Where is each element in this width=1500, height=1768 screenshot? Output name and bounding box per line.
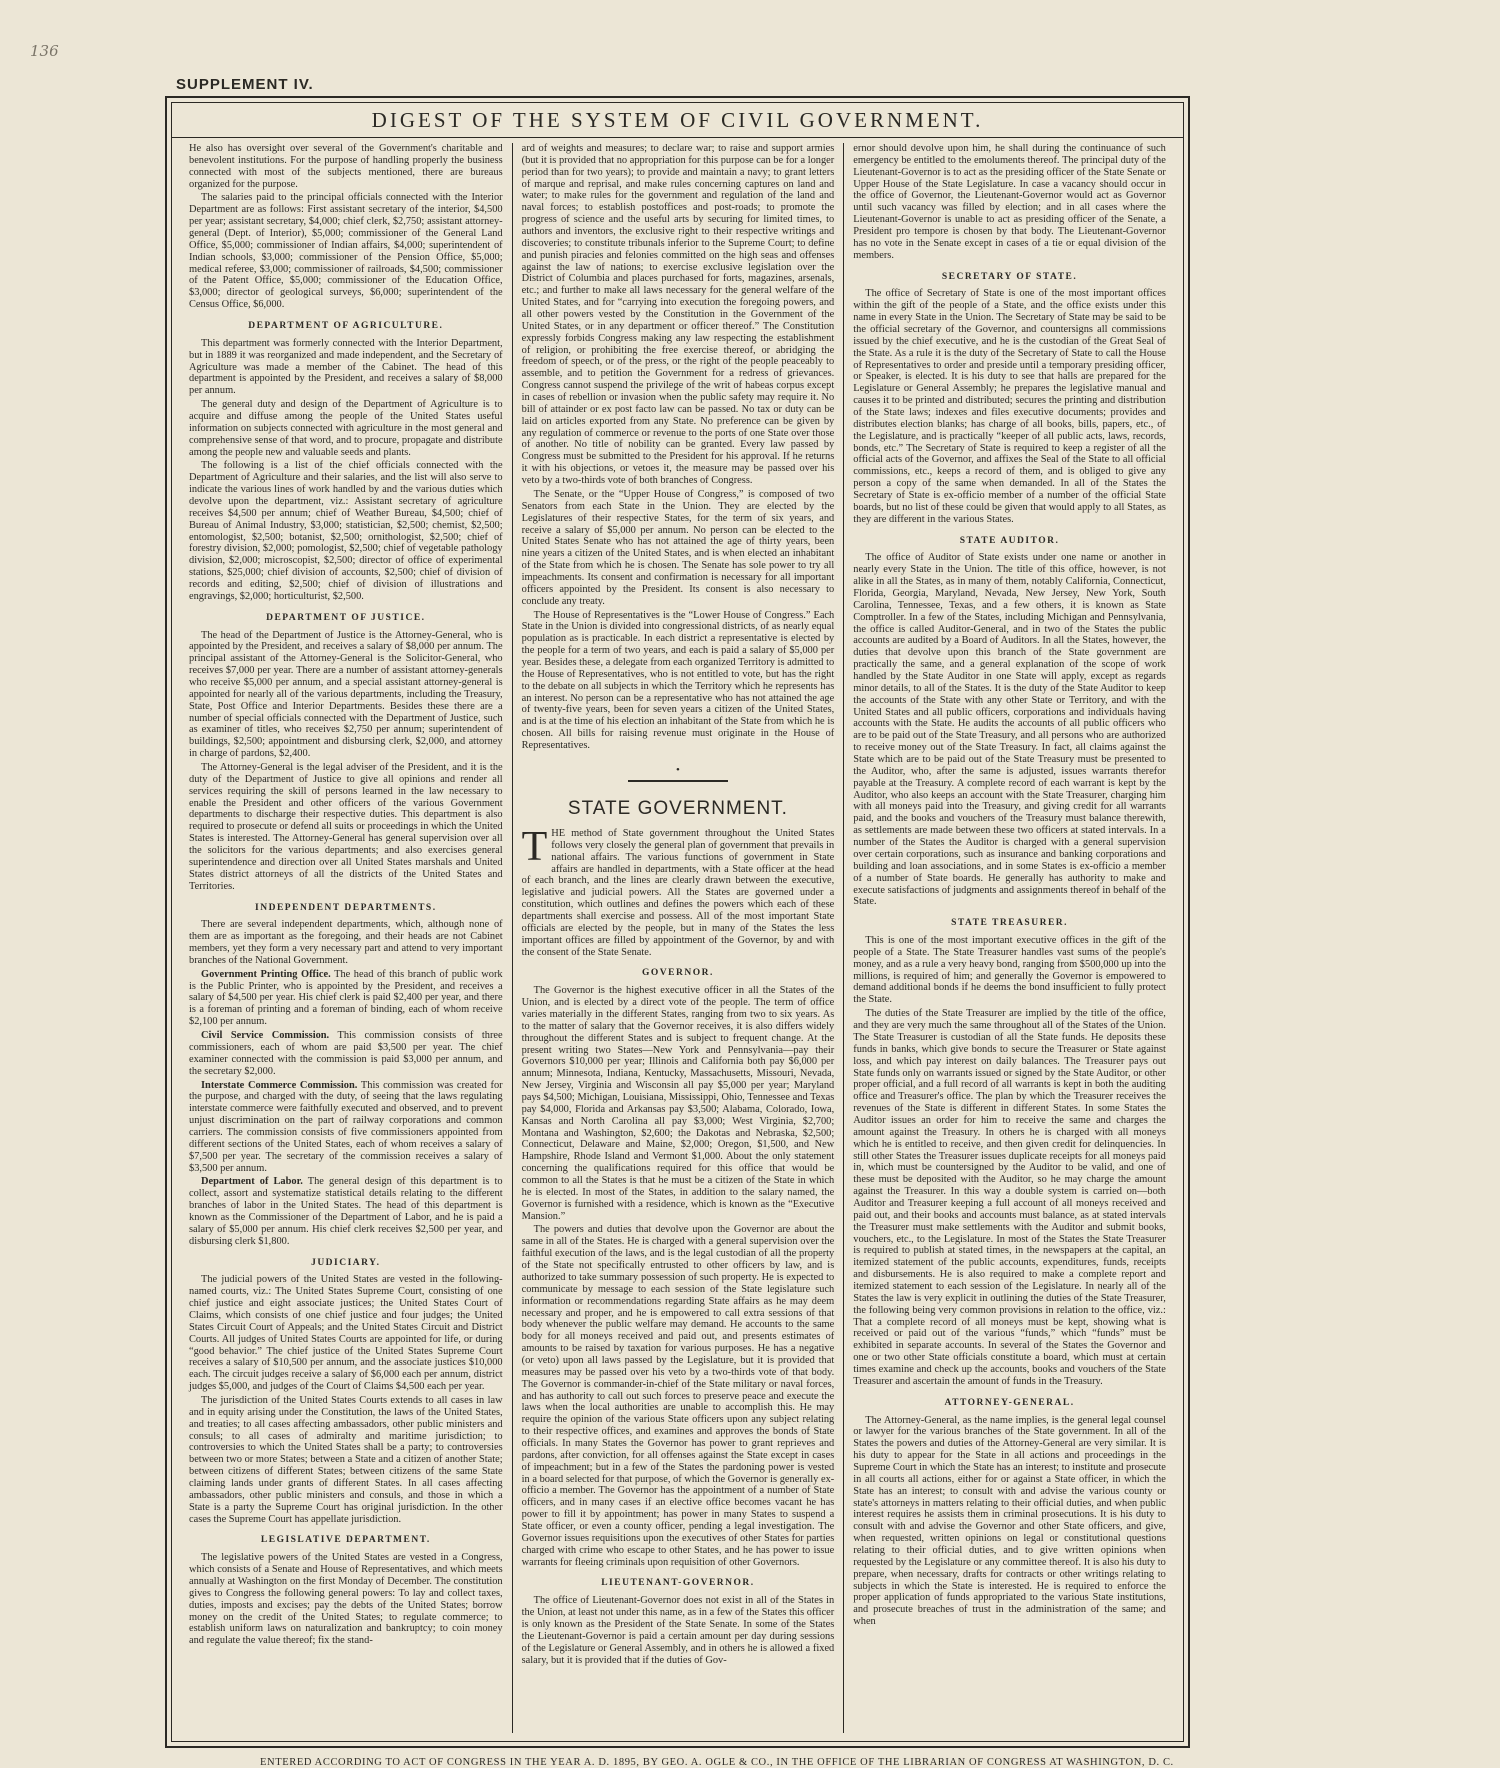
paragraph-text: The general design of this department is to collect, assort and systematize statistical details relating to the different branches of labor in the United States. The head of this department is known as the Commissioner of the Department of Labor, and he is paid a salary of $5,000 per annum. His chief clerk receives $2,500 per year, and disbursing clerk $1,800. [189,1176,503,1247]
paragraph: The office of Secretary of State is one of the most important offices within the gift of the people of a State, and the office exists under this name in every State in the Union. The Secretary of State may be said to be the official secretary of the Governor, and countersigns all commissions issued by the chief executive, and he is the custodian of the Great Seal of the State. As a rule it is the duty of the Secretary of State to call the House of Representatives to order and preside until a temporary presiding officer, or Speaker, is elected. It is his duty to see that halls are prepared for the Legislature or General Assembly; he prepares the legislative manual and causes it to be printed and distributed; secures the printing and distribution of the State laws; indexes and files executive documents; provides and distributes election blanks; has charge of all books, bills, papers, etc., of the Legislature, and is practically “keeper of all public acts, laws, records, bonds, etc.” The Secretary of State is required to keep a register of all the official acts of the Governor, and affixes the Seal of the State to all official commissions, etc., keeps a record of them, and is obliged to give any person a copy of the same when demanded. In all of the States the Secretary of State is ex-officio member of a number of the official State boards, but no list of these could be given that would apply to all States, as they are different in the various States. [853,288,1166,525]
run-in-heading: Government Printing Office. [201,968,331,980]
paragraph: The judicial powers of the United States are vested in the following-named courts, viz.: The United States Supreme Court, consisting of one chief justice and eight associate justices; the United States Court of Claims, which consists of one chief justice and four judges; the United States Circuit Court of Appeals; and the United States Circuit and District Courts. All judges of United States Courts are appointed for life, or during “good behavior.” The chief justice of the United States Supreme Court receives a salary of $10,500 per annum, and the associate justices $10,000 each. The circuit judges receive a salary of $6,000 each per annum, district judges $5,000, and judges of the Court of Claims $4,500 each per year. [189,1274,503,1393]
section-heading-governor: GOVERNOR. [642,968,714,979]
header-bar [172,103,1183,138]
paragraph [189,969,503,1028]
paragraph [189,1030,503,1077]
paragraph: This department was formerly connected with the Interior Department, but in 1889 it was reorganized and made independent, and the Secretary of Agriculture was made a member of the Cabinet. The head of this department is appointed by the President, and receives a salary of $8,000 per annum. [189,337,503,397]
paragraph: ernor should devolve upon him, he shall during the continuance of such emergency be entitled to the emoluments thereof. The principal duty of the Lieutenant-Governor is to act as the presiding officer of the State Senate or Upper House of the State Legislature. In case a vacancy should occur in the office of Governor, the Lieutenant-Governor would act as Governor until such vacancy was filled by election; and in all cases where the Lieutenant-Governor is unable to act as presiding officer of the Senate, a President pro tempore is chosen by that body. The Lieutenant-Governor has no vote in the Senate except in cases of a tie or equal division of the members. [853,143,1166,261]
paragraph: The general duty and design of the Department of Agriculture is to acquire and diffuse among the people of the United States useful information on subjects connected with agriculture in the most general and comprehensive sense of that word, and to procure, propagate and distribute among the people new and valuable seeds and plants. [189,399,503,458]
run-in-heading: Department of Labor. [201,1176,303,1188]
paragraph: The Senate, or the “Upper House of Congress,” is composed of two Senators from each State in the Union. They are elected by the Legislatures of their respective States, for the term of six years, and receive a salary of $5,000 per annum. No person can be elected to the United States Senate who has not attained the age of thirty years, been nine years a citizen of the United States, and is when elected an inhabitant of the State from which he is chosen. The Senate has sole power to try all impeachments. Its consent and confirmation is necessary for all important officers appointed by the President. Its consent is also necessary to conclude any treaty. [521,488,835,607]
column-1 [180,143,512,1733]
page-frame [165,96,1190,1748]
paragraph-text: This commission consists of three commissioners, each of whom are paid $3,500 per year. The chief examiner connected with the commission is paid $3,000 per annum, and the secretary $2,000. [189,1030,503,1077]
paragraph: The salaries paid to the principal officials connected with the Interior Department are as follows: First assistant secretary of the interior, $4,500 per year; assistant secretary, $4,000; chief clerk, $2,750; assistant attorney-general (Dept. of Interior), $5,000; commissioner of the General Land Office, $5,000; commissioner of Indian affairs, $4,000; superintendent of Indian schools, $3,000; commissioner of the Pension Office, $5,000; medical referee, $3,000; commissioner of railroads, $4,500; commissioner of the Patent Office, $5,000; commissioner of the Education Office, $3,000; director of geological surveys, $6,000; superintendent of the Census Office, $6,000. [189,192,503,311]
paragraph: He also has oversight over several of the Government's charitable and benevolent institutions. For the purpose of handling properly the business connected with most of the subjects mentioned, there are bureaus organized for the purpose. [189,143,503,190]
paragraph: This is one of the most important executive offices in the gift of the people of a State. The State Treasurer handles vast sums of the people's money, and as a rule a very heavy bond, ranging from $500,000 up into the millions, is required of him; and generally the Governor is empowered to demand additional bonds if he deems the bond insufficient to fully protect the State. [853,935,1166,1006]
section-divider [628,780,728,782]
paragraph: The Governor is the highest executive officer in all the States of the Union, and is elected by a direct vote of the people. The term of office varies materially in the different States, ranging from two to six years. As to the matter of salary that the Governor receives, it is also differs widely throughout the different States and is subject to frequent change. At the present writing two States—New York and Pennsylvania—pay their Governors $10,000 per year; Illinois and California both pay $6,000 per annum; Minnesota, Indiana, Kentucky, Massachusetts, Missouri, Nevada, New Jersey, Virginia and Wisconsin all pay $5,000 per year; Maryland pays $4,500; Michigan, Louisiana, Mississippi, Ohio, Tennessee and Texas pay $4,000, Florida and Arkansas pay $3,500; Alabama, Colorado, Iowa, Kansas and North Carolina all pay $3,000; West Virginia, $2,700; Montana and Washington, $2,600; the Dakotas and Nebraska, $2,500; Connecticut, Delaware and Maine, $2,000; Oregon, $1,500, and New Hampshire, Rhode Island and Vermont $1,000. About the only statement concerning the qualifications required for this office that would be common to all the States is that he must be a citizen of the State in which he is elected. In most of the States, in addition to the salary named, the Governor is furnished with a residence, which is known as the “Executive Mansion.” [521,985,835,1222]
paragraph: The head of the Department of Justice is the Attorney-General, who is appointed by the President, and receives a salary of $8,000 per annum. The principal assistant of the Attorney-General is the Solicitor-General, who receives $7,000 per year. There are a number of assistant attorney-generals who receive $5,000 per annum, and a special assistant attorney-general is appointed for nearly all of the various departments, including the Treasury, State, Post Office and Interior Departments. Besides these there are a number of special officials connected with the Department of Justice, such as examiner of titles, who receives $2,750 per annum; superintendent of buildings, $2,500; appointment and disbursing clerk, $2,000, and attorney in charge of pardons, $2,400. [189,629,503,760]
drop-cap: T [521,824,548,871]
run-in-heading: Interstate Commerce Commission. [201,1079,358,1091]
section-heading-state-auditor: STATE AUDITOR. [959,535,1060,546]
paragraph: The Attorney-General, as the name implies, is the general legal counsel or lawyer for the various branches of the State government. In all of the States the powers and duties of the Attorney-General are very similar. It is his duty to appear for the State in all actions and proceedings in the Supreme Court in which the State has an interest; to institute and prosecute in all courts all actions, either for or against a State officer, in which the State has an interest; to consult with and advise the various county or state's attorneys in matters relating to their official duties, and when public interest requires he assists them in criminal prosecutions. It is his duty to consult with and advise the Governor and other State officers, and give, when requested, written opinions on legal or constitutional questions relating to their official duties, and to give written opinions when requested by the Legislature or any committee thereof. It is also his duty to prepare, when necessary, drafts for contracts or other writings relating to subjects in which the State is interested. He is required to enforce the proper application of funds appropriated to the various State institutions, and prosecute breaches of trust in the administration of the same; and when [853,1414,1166,1628]
section-heading-judiciary: JUDICIARY. [311,1257,381,1268]
paragraph-text: The head of this branch of public work is the Public Printer, who is appointed by the President, and receives a salary of $4,500 per year. His chief clerk is paid $2,400 per year, and there is a foreman of printing and a foreman of binding, each of whom receive $2,100 per annum. [189,968,503,1028]
section-heading-agriculture: DEPARTMENT OF AGRICULTURE. [248,321,444,332]
paragraph [521,824,835,958]
page-frame-inner [171,102,1184,1742]
paragraph: There are several independent departments, which, although none of them are as important as the foregoing, and their heads are not Cabinet members, yet they form a very necessary part and attend to very important branches of the National Government. [189,919,503,966]
paragraph [189,1080,503,1175]
columns [180,143,1175,1733]
run-in-heading: Civil Service Commission. [201,1030,330,1042]
copyright-footer: ENTERED ACCORDING TO ACT OF CONGRESS IN THE YEAR A. D. 1895, BY GEO. A. OGLE & CO., IN THE OFFICE OF THE LIBRARIAN OF CONGRESS AT WASHINGTON, D. C. [260,1757,1174,1768]
paragraph: The jurisdiction of the United States Courts extends to all cases in law and in equity arising under the Constitution, the laws of the United States, and treaties; to all cases affecting ambassadors, other public ministers and consuls; to all cases of admiralty and maritime jurisdiction; to controversies to which the United States shall be a party; to controversies between two or more States; between a State and a citizen of another State; between citizens of different States; between citizens of the same State claiming lands under grants of different States. In all cases affecting ambassadors, other public ministers and consuls, and those in which a State is a party the Supreme Court has original jurisdiction. In the other cases the Supreme Court has appellate jurisdiction. [189,1394,503,1525]
paragraph: The office of Auditor of State exists under one name or another in nearly every State in the Union. The title of this office, however, is not alike in all the States, as in many of them, notably California, Connecticut, Florida, Georgia, Maryland, Nevada, New Jersey, New York, South Carolina, Tennessee, Texas, and a few others, it is known as State Comptroller. In a few of the States, including Michigan and Pennsylvania, the office is called Auditor-General, and in two of the States the public accounts are audited by a Board of Auditors. In all the States, however, the duties that devolve upon this branch of the State government are practically the same, and a general explanation of the scope of work handled by the State Auditor in one State will apply, except as regards minor details, to all of the States. It is the duty of the State Auditor to keep the accounts of the State with any other State or Territory, and with the United States and all public officers, corporations and individuals having accounts with the State. He audits the accounts of all public officers who are to be paid out of the State Treasury, and all persons who are authorized to receive money out of the State Treasury. In fact, all claims against the State which are to be paid out of the State Treasury must be presented to the Auditor, who, after the same is adjusted, issues warrants therefor payable at the Treasury. A complete record of each warrant is kept by the Auditor, who also keeps an account with the State Treasurer, charging him with all moneys paid into the Treasury, and giving credit for all warrants paid, and the books and vouchers of the Treasury must balance therewith, as settlements are made between these two officers at stated intervals. In a number of the States the Auditor is charged with a general supervision over certain corporations, such as insurance and banking corporations and building and loan associations, and in some States is ex-officio a member of a number of State boards. He generally has authority to make and execute satisfactions of judgments and assignments thereof in behalf of the State. [853,552,1166,908]
state-government-title: STATE GOVERNMENT. [567,798,788,820]
paragraph-text: This commission was created for the purpose, and charged with the duty, of seeing that the laws regulating interstate commerce were faithfully executed and observed, and to prevent unjust discrimination on the part of railway corporations and common carriers. The commission consists of five commissioners appointed from different sections of the United States, each of whom receives a salary of $7,500 per year. The secretary of the commission receives a salary of $3,500 per annum. [189,1079,503,1174]
paragraph: The following is a list of the chief officials connected with the Department of Agriculture and their salaries, and the list will also serve to indicate the various lines of work handled by and the various duties which devolve upon the department, viz.: Assistant secretary of agriculture receives $4,500 per annum; chief of Weather Bureau, $4,500; chief of Bureau of Animal Industry, $3,000; statistician, $2,500; chemist, $2,500; entomologist, $2,500; botanist, $2,500; ornithologist, $2,500; chief of forestry division, $2,000; pomologist, $2,500; chief of vegetable pathology division, $2,000; microscopist, $2,500; director of office of experimental stations, $25,000; chief division of accounts, $2,500; chief of division of records and editing, $2,500; chief of division of illustrations and engravings, $2,000; horticulturist, $2,500. [189,460,503,602]
paragraph: The House of Representatives is the “Lower House of Congress.” Each State in the Union is divided into congressional districts, of as nearly equal population as is practicable. In each district a representative is elected by the people for a term of two years, and each is paid a salary of $5,000 per year. Besides these, a delegate from each organized Territory is admitted to the House of Representatives, who is not entitled to vote, but has the right to the debate on all subjects in which the Territory which he represents has an interest. No person can be a representative who has not attained the age of twenty-five years, been for seven years a citizen of the United States, and is at the time of his election an inhabitant of the State from which he is chosen. All bills for raising revenue must originate in the House of Representatives. [521,609,835,751]
section-heading-justice: DEPARTMENT OF JUSTICE. [266,612,426,623]
paragraph-text: HE method of State government throughout the United States follows very closely the general plan of government that prevails in national affairs. The various functions of government in State affairs are handled in departments, with a State officer at the head of each branch, and the lines are clearly drawn between the executive, legislative and judicial powers. All the States are governed under a constitution, which outlines and defines the powers which each of these departments shall exercise and possess. All of the most important State officials are elected by the people, but in many of the States the less important offices are filled by appointment of the Governor, by and with the consent of the State Senate. [521,828,835,958]
ornament-mark: • [676,763,680,776]
section-heading-secretary-of-state: SECRETARY OF STATE. [941,271,1078,282]
paragraph: The Attorney-General is the legal adviser of the President, and it is the duty of the Department of Justice to give all opinions and render all services requiring the skill of persons learned in the law necessary to enable the President and other officers of the various Government departments to discharge their respective duties. This department is also required to prosecute or defend all suits or proceedings in which the United States is interested. The Attorney-General has general supervision over all the solicitors for the various departments; and also exercises general superintendence and direction over all United States marshals and United States district attorneys of all the districts of the United States and Territories. [189,762,503,892]
section-heading-attorney-general: ATTORNEY-GENERAL. [944,1397,1075,1408]
page-number: 136 [30,42,59,60]
paragraph: ard of weights and measures; to declare war; to raise and support armies (but it is provided that no appropriation for this purpose can be for a longer period than for two years); to provide and maintain a navy; to grant letters of marque and reprisal, and make rules concerning captures on land and water; to make rules for the government and regulation of the land and naval forces; to establish postoffices and post-roads; to promote the progress of science and the useful arts by securing for limited times, to authors and inventors, the exclusive right to their respective writings and discoveries; to constitute tribunals inferior to the Supreme Court; to define and punish piracies and felonies committed on the high seas and offenses against the law of nations; to exercise exclusive legislation over the District of Columbia and places purchased for forts, magazines, arsenals, etc.; and further to make all laws necessary for the general welfare of the United States, and for “carrying into execution the foregoing powers, and all other powers vested by the Constitution in the Government of the United States, or in any department or officer thereof.” The Constitution expressly forbids Congress making any law respecting the establishment of religion, or prohibiting the free exercise thereof, or abridging the freedom of speech, or of the press, or the right of the people peaceably to assemble, and to petition the Government for a redress of grievances. Congress cannot suspend the privilege of the writ of habeas corpus except in cases of rebellion or invasion when the public safety may require it. No bill of attainder or ex post facto law can be passed. No tax or duty can be laid on articles exported from any State. No preference can be given by any regulation of commerce or revenue to the ports of one State over those of another. No title of nobility can be granted. Every law passed by Congress must be submitted to the President for his approval. If he returns it with his objections, or vetoes it, the measure may be passed over his veto by a two-thirds vote of both branches of Congress. [521,143,835,487]
paragraph: The powers and duties that devolve upon the Governor are about the same in all of the States. He is charged with a general supervision over the faithful execution of the laws, and is the legal custodian of all the property of the State not specifically entrusted to other officers by law, and is authorized to take summary possession of such property. He is expected to communicate by message to each session of the State legislature such information or recommendations regarding State affairs as he may deem necessary and proper, and he is empowered to call extra sessions of that body whenever the public welfare may demand. He accounts to the same body for all moneys received and paid out, and presents estimates of amounts to be raised by taxation for various purposes. He has a negative (or veto) upon all laws passed by the Legislature, but it is provided that measures may be passed over his veto by a two-thirds vote of that body. The Governor is commander-in-chief of the State military or naval forces, and has authority to call out such forces to preserve peace and execute the laws when the local authorities are unable to accomplish this. He may require the opinion of the various State officers upon any subject relating to their respective offices, and examines and approves the bonds of State officials. In many States the Governor has power to grant reprieves and pardons, after conviction, for all offenses against the State except in cases of impeachment; but in a few of the States the pardoning power is vested in a board selected for that purpose, of which the Governor is generally ex-officio a member. The Governor has the appointment of a number of State officers, and in many cases if an elective office becomes vacant he has power to fill it by appointment; has power in many States to suspend a State officer, or even a county officer, pending a legal investigation. The Governor issues requisitions upon the executives of other States for parties charged with crime who escape to other States, and he has power to issue warrants for fleeing criminals upon requisition of other Governors. [521,1224,835,1568]
paragraph [189,1176,503,1247]
section-heading-state-treasurer: STATE TREASURER. [951,918,1069,929]
supplement-label: SUPPLEMENT IV. [176,76,314,93]
paragraph: The legislative powers of the United States are vested in a Congress, which consists of a Senate and House of Representatives, and which meets annually at Washington on the first Monday of December. The constitution gives to Congress the following general powers: To lay and collect taxes, duties, imposts and excises; pay the debts of the United States; borrow money on the credit of the United States; to regulate commerce; to establish uniform laws on naturalization and bankruptcy; to coin money and regulate the value thereof; fix the stand- [189,1552,503,1647]
column-3 [843,143,1175,1733]
section-heading-independent: INDEPENDENT DEPARTMENTS. [255,902,437,913]
section-heading-legislative: LEGISLATIVE DEPARTMENT. [260,1535,431,1546]
column-2 [512,143,844,1733]
paragraph: The duties of the State Treasurer are implied by the title of the office, and they are very much the same throughout all of the States of the Union. The State Treasurer is custodian of all the State funds. He deposits these funds in banks, which give bonds to secure the Treasurer or State against loss, and which pay interest on daily balances. The Treasurer pays out State funds only on warrants issued or signed by the State Auditor, or other proper official, and a full record of all warrants is kept in both the auditing office and Treasurer's office. The plan by which the Treasurer receives the revenues of the State is different in different States. In some States the Auditor issues an order for him to receive the same and charges the amount against the Treasury. In others he is charged with all moneys which he is entitled to receive, and then given credit for delinquencies. In still other States the Treasurer issues duplicate receipts for all moneys paid in, which must be countersigned by the Auditor to be valid, and one of these must be deposited with the Auditor, so he may charge the amount against the Treasurer. In this way a double system is carried on—both Auditor and Treasurer keeping a full account of all moneys received and paid out, and their books and accounts must balance, as at stated intervals the Treasurer must make settlements with the Auditor and submit books, vouchers, etc., to the Legislature. In most of the States the State Treasurer is required to publish at stated times, in the newspapers at the capital, an itemized statement of the public accounts, expenditures, funds, receipts and disbursements. He is also required to make a complete report and itemized statement to each session of the Legislature. In nearly all of the States the law is very explicit in outlining the duties of the State Treasurer, the following being very common provisions in relation to the office, viz.: That a complete record of all moneys must be kept, showing what is received or paid out of the various “funds,” which “funds” must be exhibited in separate accounts. In several of the States the Governor and one or two other State officials constitute a board, which must at certain times examine and check up the accounts, books and vouchers of the State Treasurer and ascertain the amount of funds in the Treasury. [853,1008,1166,1387]
page-title: DIGEST OF THE SYSTEM OF CIVIL GOVERNMENT. [371,107,984,132]
section-heading-lieutenant-governor: LIEUTENANT-GOVERNOR. [601,1578,755,1589]
paragraph: The office of Lieutenant-Governor does not exist in all of the States in the Union, at least not under this name, as in a few of the States this officer is only known as the President of the State Senate. In some of the States the Lieutenant-Governor is paid a certain amount per day during sessions of the Legislature or General Assembly, and in others he is allowed a fixed salary, but it is provided that if the duties of Gov- [521,1595,835,1666]
